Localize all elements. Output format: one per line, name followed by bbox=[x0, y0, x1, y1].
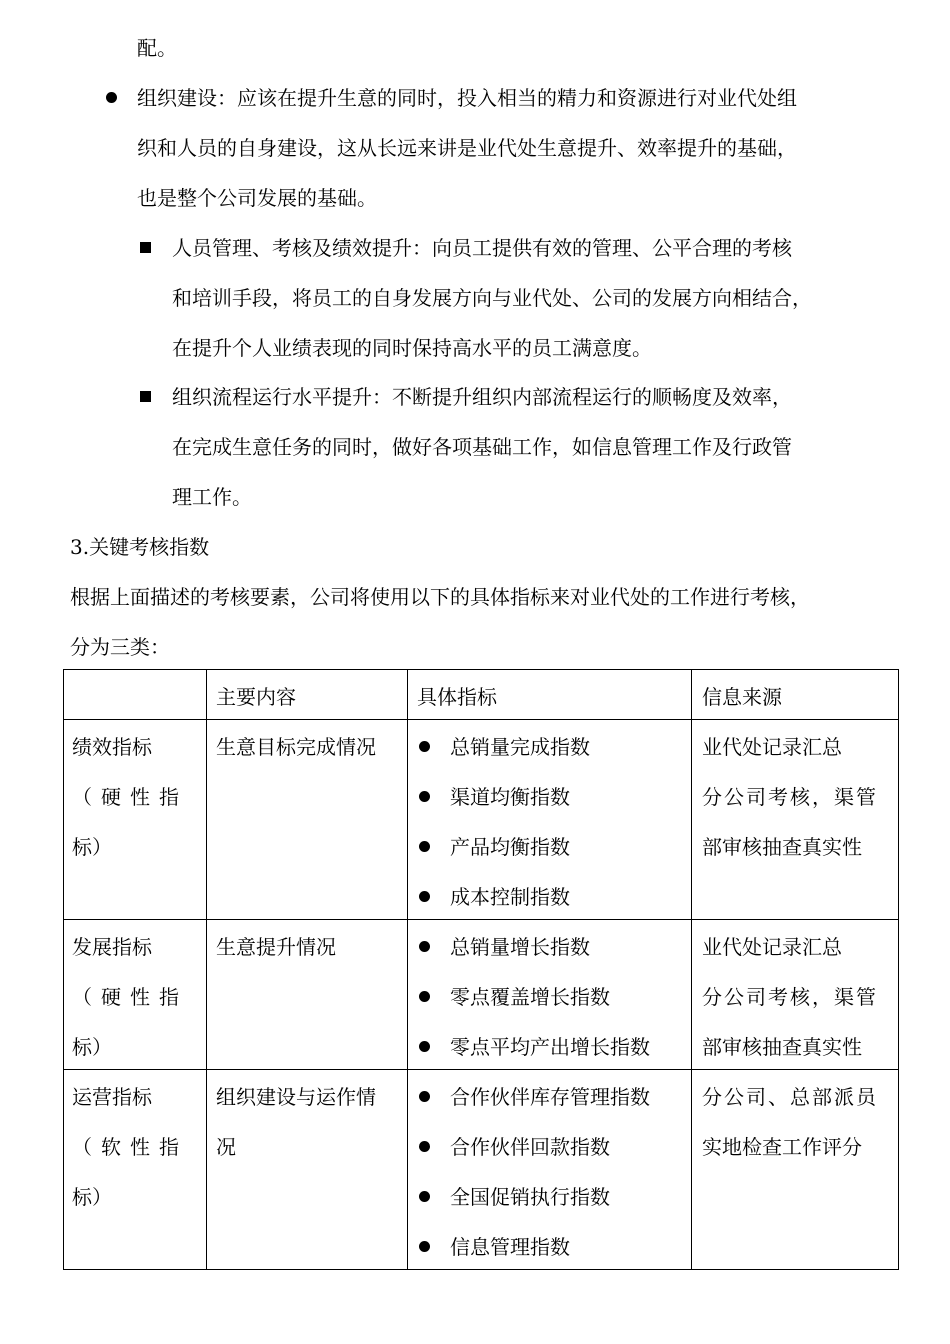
indicator-item: 零点平均产出增长指数 bbox=[450, 1035, 650, 1059]
category-cell: 标） bbox=[72, 1185, 112, 1209]
text-line: 在提升个人业绩表现的同时保持高水平的员工满意度。 bbox=[172, 336, 652, 360]
bullet-dot-icon bbox=[419, 841, 430, 852]
text-line: 理工作。 bbox=[172, 485, 252, 509]
bullet-dot-icon bbox=[419, 1041, 430, 1052]
indicator-item: 合作伙伴回款指数 bbox=[450, 1135, 610, 1159]
category-cell: 运营指标 bbox=[72, 1085, 152, 1109]
text-line: 配。 bbox=[137, 36, 177, 60]
text-line: 和培训手段，将员工的自身发展方向与业代处、公司的发展方向相结合， bbox=[172, 286, 812, 310]
bullet-dot-icon bbox=[419, 1241, 430, 1252]
table-header: 信息来源 bbox=[702, 685, 782, 709]
category-cell: 标） bbox=[72, 1035, 112, 1059]
source-cell: 分公司、总部派员 bbox=[702, 1085, 878, 1109]
text-line: 在完成生意任务的同时，做好各项基础工作，如信息管理工作及行政管 bbox=[172, 435, 792, 459]
bullet-dot-icon bbox=[419, 791, 430, 802]
table-header: 主要内容 bbox=[216, 685, 296, 709]
bullet-dot-icon bbox=[419, 741, 430, 752]
category-cell: 发展指标 bbox=[72, 935, 152, 959]
bullet-dot-icon bbox=[419, 1191, 430, 1202]
bullet-dot-icon bbox=[419, 1141, 430, 1152]
indicator-item: 信息管理指数 bbox=[450, 1235, 570, 1259]
source-cell: 实地检查工作评分 bbox=[702, 1135, 862, 1159]
table-header-cell bbox=[64, 670, 207, 720]
category-cell: （软性指 bbox=[72, 1135, 188, 1159]
content-cell: 况 bbox=[216, 1135, 236, 1159]
bullet-dot-icon bbox=[419, 941, 430, 952]
category-cell: 绩效指标 bbox=[72, 735, 152, 759]
table-header: 具体指标 bbox=[417, 685, 497, 709]
bullet-square-icon bbox=[140, 391, 151, 402]
source-cell: 分公司考核，渠管 bbox=[702, 785, 878, 809]
source-cell: 分公司考核，渠管 bbox=[702, 985, 878, 1009]
bullet-dot-icon bbox=[419, 891, 430, 902]
indicator-item: 零点覆盖增长指数 bbox=[450, 985, 610, 1009]
bullet-dot-icon bbox=[106, 92, 117, 103]
category-cell: （硬性指 bbox=[72, 985, 188, 1009]
indicator-item: 渠道均衡指数 bbox=[450, 785, 570, 809]
text-line: 人员管理、考核及绩效提升：向员工提供有效的管理、公平合理的考核 bbox=[172, 236, 792, 260]
content-cell: 组织建设与运作情 bbox=[216, 1085, 376, 1109]
indicator-item: 成本控制指数 bbox=[450, 885, 570, 909]
text-line: 织和人员的自身建设，这从长远来讲是业代处生意提升、效率提升的基础， bbox=[137, 136, 797, 160]
category-cell: （硬性指 bbox=[72, 785, 188, 809]
section-heading: 3.关键考核指数 bbox=[70, 535, 210, 559]
text-line: 也是整个公司发展的基础。 bbox=[137, 186, 377, 210]
text-line: 组织建设：应该在提升生意的同时，投入相当的精力和资源进行对业代处组 bbox=[137, 86, 797, 110]
indicator-item: 产品均衡指数 bbox=[450, 835, 570, 859]
text-line: 根据上面描述的考核要素，公司将使用以下的具体指标来对业代处的工作进行考核， bbox=[70, 585, 810, 609]
source-cell: 部审核抽查真实性 bbox=[702, 1035, 862, 1059]
indicator-item: 全国促销执行指数 bbox=[450, 1185, 610, 1209]
content-cell: 生意提升情况 bbox=[216, 935, 336, 959]
bullet-square-icon bbox=[140, 242, 151, 253]
source-cell: 部审核抽查真实性 bbox=[702, 835, 862, 859]
source-cell: 业代处记录汇总 bbox=[702, 735, 842, 759]
bullet-dot-icon bbox=[419, 991, 430, 1002]
category-cell: 标） bbox=[72, 835, 112, 859]
indicator-item: 总销量增长指数 bbox=[450, 935, 590, 959]
text-line: 分为三类： bbox=[70, 635, 170, 659]
text-line: 组织流程运行水平提升：不断提升组织内部流程运行的顺畅度及效率， bbox=[172, 385, 792, 409]
content-cell: 生意目标完成情况 bbox=[216, 735, 376, 759]
indicator-item: 总销量完成指数 bbox=[450, 735, 590, 759]
indicator-item: 合作伙伴库存管理指数 bbox=[450, 1085, 650, 1109]
bullet-dot-icon bbox=[419, 1091, 430, 1102]
source-cell: 业代处记录汇总 bbox=[702, 935, 842, 959]
